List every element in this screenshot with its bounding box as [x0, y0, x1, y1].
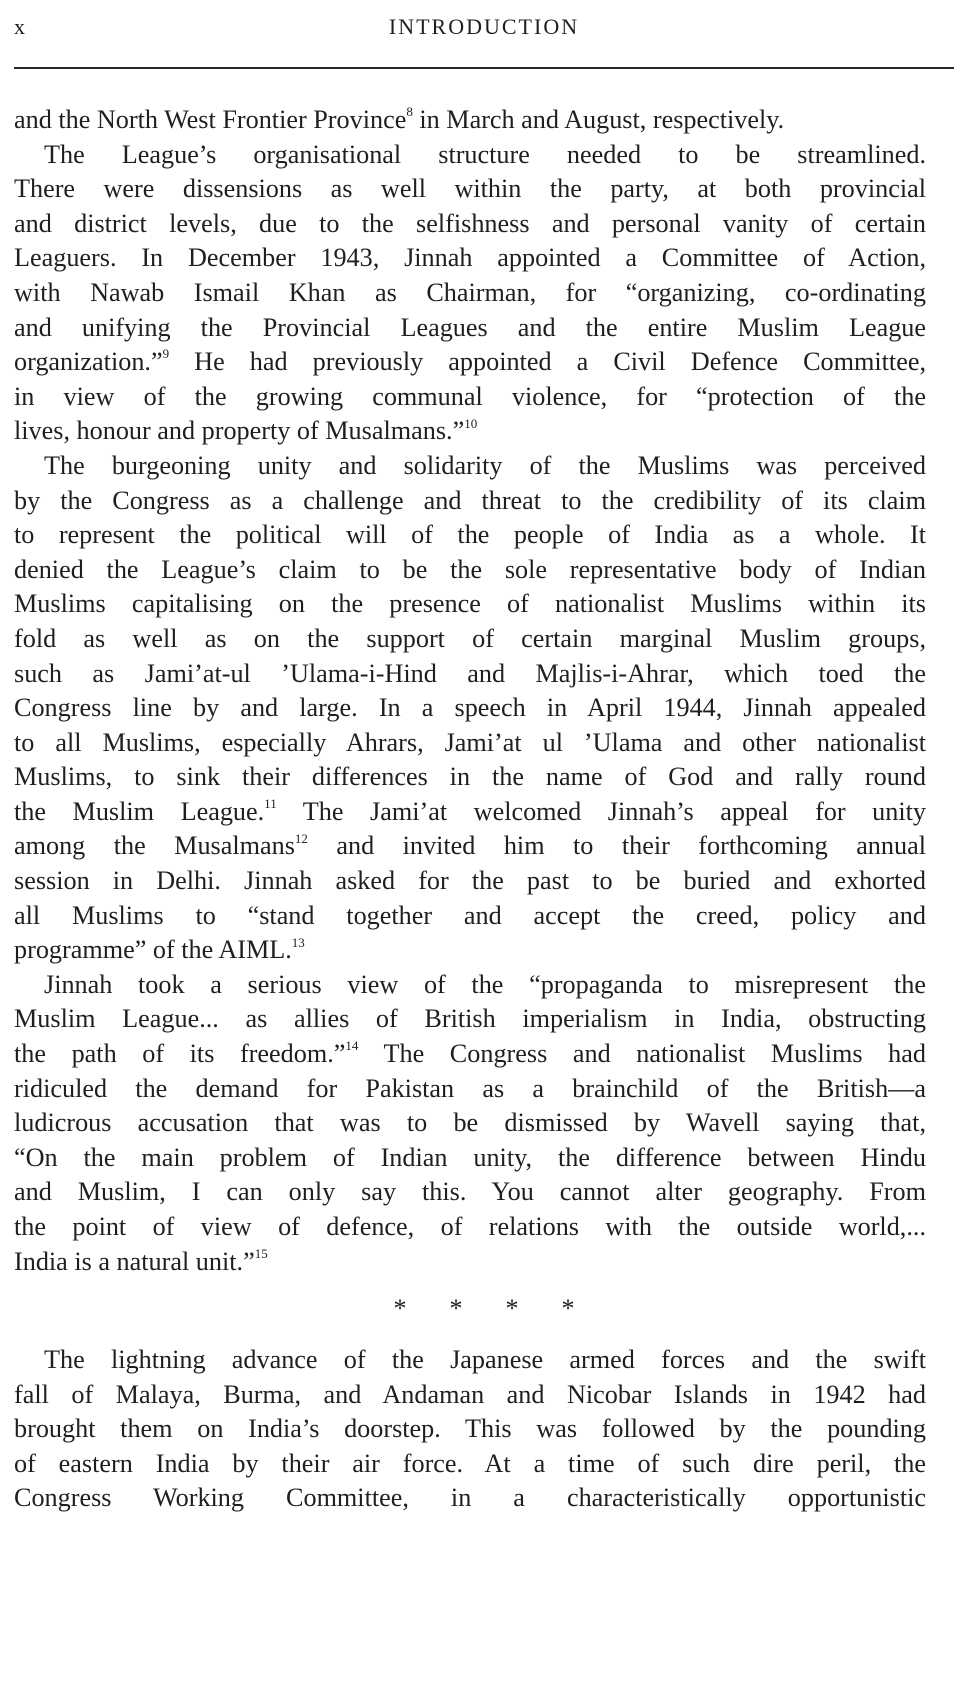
section-divider	[0, 1294, 968, 1324]
text-line	[14, 553, 926, 588]
line-text: fold as well as on the support of certain marginal Muslim groups,	[14, 623, 926, 653]
text-line	[14, 622, 926, 657]
body-text-section-two	[14, 1343, 926, 1516]
header-rule	[14, 67, 954, 69]
footnote-marker: 10	[464, 415, 478, 431]
divider-star: *	[561, 1294, 575, 1323]
line-text-continued: in March and August, respectively.	[412, 105, 785, 134]
text-line	[14, 1343, 926, 1378]
line-text: denied the League’s claim to be the sole representative body of Indian	[14, 554, 926, 584]
line-text: ludicrous accusation that was to be dismissed by Wavell saying that,	[14, 1108, 926, 1138]
text-line	[14, 795, 926, 830]
text-line	[14, 1141, 926, 1176]
text-line	[14, 1072, 926, 1107]
text-line	[14, 1037, 926, 1072]
footnote-marker: 8	[406, 104, 413, 120]
line-text: Muslims, to sink their differences in the name of God and rally round	[14, 762, 926, 792]
running-header	[14, 10, 954, 50]
text-line	[14, 1245, 926, 1280]
line-text: the path of its freedom.”	[14, 1039, 346, 1069]
line-text: brought them on India’s doorstep. This was followed by the pounding	[14, 1414, 926, 1444]
line-text: programme” of the AIML.	[14, 935, 292, 965]
text-line	[14, 414, 926, 449]
line-text: among the Musalmans	[14, 831, 295, 861]
text-line	[14, 1106, 926, 1141]
line-text: Congress Working Committee, in a characteristically opportunistic	[14, 1483, 926, 1513]
line-text: Jinnah took a serious view of the “propaganda to misrepresent the	[44, 969, 926, 999]
line-text-continued: The Congress and nationalist Muslims had	[358, 1039, 926, 1069]
text-line	[14, 276, 926, 311]
text-line	[14, 484, 926, 519]
text-line	[14, 1002, 926, 1037]
text-line	[14, 691, 926, 726]
line-text: India is a natural unit.”	[14, 1246, 255, 1276]
footnote-marker: 14	[345, 1038, 359, 1054]
text-line	[14, 311, 926, 346]
line-text: ridiculed the demand for Pakistan as a brainchild of the British—a	[14, 1073, 926, 1103]
line-text: fall of Malaya, Burma, and Andaman and Nicobar Islands in 1942 had	[14, 1379, 926, 1409]
text-line	[14, 587, 926, 622]
line-text: organization.”	[14, 347, 163, 377]
text-line	[14, 829, 926, 864]
text-line	[14, 345, 926, 380]
footnote-marker: 12	[294, 830, 308, 846]
line-text: Leaguers. In December 1943, Jinnah appointed a Committee of Action,	[14, 243, 926, 273]
footnote-marker: 11	[264, 796, 277, 812]
text-line	[14, 1378, 926, 1413]
footnote-marker: 15	[254, 1245, 268, 1261]
text-line	[14, 1481, 926, 1516]
line-text: and Muslim, I can only say this. You cannot alter geography. From	[14, 1177, 926, 1207]
line-text: Muslim League... as allies of British imperialism in India, obstructing	[14, 1004, 926, 1034]
line-text: Muslims capitalising on the presence of nationalist Muslims within its	[14, 589, 926, 619]
text-line	[14, 207, 926, 242]
line-text: the Muslim League.	[14, 796, 265, 826]
line-text: “On the main problem of Indian unity, the difference between Hindu	[14, 1142, 926, 1172]
line-text: The lightning advance of the Japanese armed forces and the swift	[44, 1345, 926, 1374]
line-text: all Muslims to “stand together and accept the creed, policy and	[14, 900, 926, 930]
text-line	[14, 968, 926, 1003]
line-text: and district levels, due to the selfishness and personal vanity of certain	[14, 208, 926, 238]
text-line	[14, 172, 926, 207]
divider-star: *	[449, 1294, 463, 1323]
line-text: and unifying the Provincial Leagues and the entire Muslim League	[14, 312, 926, 342]
footnote-marker: 13	[291, 934, 305, 950]
line-text-continued: and invited him to their forthcoming annual	[307, 831, 926, 861]
divider-star: *	[393, 1294, 407, 1323]
line-text: in view of the growing communal violence, for “protection of the	[14, 381, 926, 411]
text-line	[14, 864, 926, 899]
body-text-section-one	[14, 103, 926, 1279]
text-line	[14, 1175, 926, 1210]
text-line	[14, 138, 926, 173]
line-text: the point of view of defence, of relations with the outside world,...	[14, 1212, 926, 1241]
line-text: Congress line by and large. In a speech in April 1944, Jinnah appealed	[14, 693, 926, 723]
line-text: such as Jami’at-ul ’Ulama-i-Hind and Majlis-i-Ahrar, which toed the	[14, 658, 926, 688]
line-text: lives, honour and property of Musalmans.”	[14, 416, 465, 446]
line-text: The burgeoning unity and solidarity of the Muslims was perceived	[44, 450, 926, 480]
text-line	[14, 1412, 926, 1447]
line-text: and the North West Frontier Province	[14, 105, 407, 134]
page-number: x	[14, 14, 26, 39]
text-line	[14, 657, 926, 692]
running-title: INTRODUCTION	[388, 14, 580, 39]
footnote-marker: 9	[162, 346, 170, 362]
text-line	[14, 518, 926, 553]
line-text: to represent the political will of the people of India as a whole. It	[14, 520, 926, 550]
text-line	[14, 933, 926, 968]
text-line	[14, 760, 926, 795]
divider-star: *	[505, 1294, 519, 1323]
text-line	[14, 241, 926, 276]
text-line	[14, 726, 926, 761]
text-line	[14, 1210, 926, 1245]
line-text-continued: The Jami’at welcomed Jinnah’s appeal for unity	[276, 796, 926, 826]
line-text: with Nawab Ismail Khan as Chairman, for “organizing, co-ordinating	[14, 277, 926, 307]
text-line	[14, 103, 926, 138]
line-text-continued: He had previously appointed a Civil Defence Committee,	[169, 347, 926, 377]
text-line	[14, 1447, 926, 1482]
line-text: by the Congress as a challenge and threat to the credibility of its claim	[14, 485, 926, 515]
text-line	[14, 899, 926, 934]
line-text: of eastern India by their air force. At a time of such dire peril, the	[14, 1448, 926, 1478]
text-line	[14, 449, 926, 484]
line-text: There were dissensions as well within the party, at both provincial	[14, 174, 926, 204]
line-text: to all Muslims, especially Ahrars, Jami’at ul ’Ulama and other nationalist	[14, 727, 926, 757]
line-text: session in Delhi. Jinnah asked for the past to be buried and exhorted	[14, 866, 926, 896]
line-text: The League’s organisational structure needed to be streamlined.	[44, 139, 926, 169]
text-line	[14, 380, 926, 415]
